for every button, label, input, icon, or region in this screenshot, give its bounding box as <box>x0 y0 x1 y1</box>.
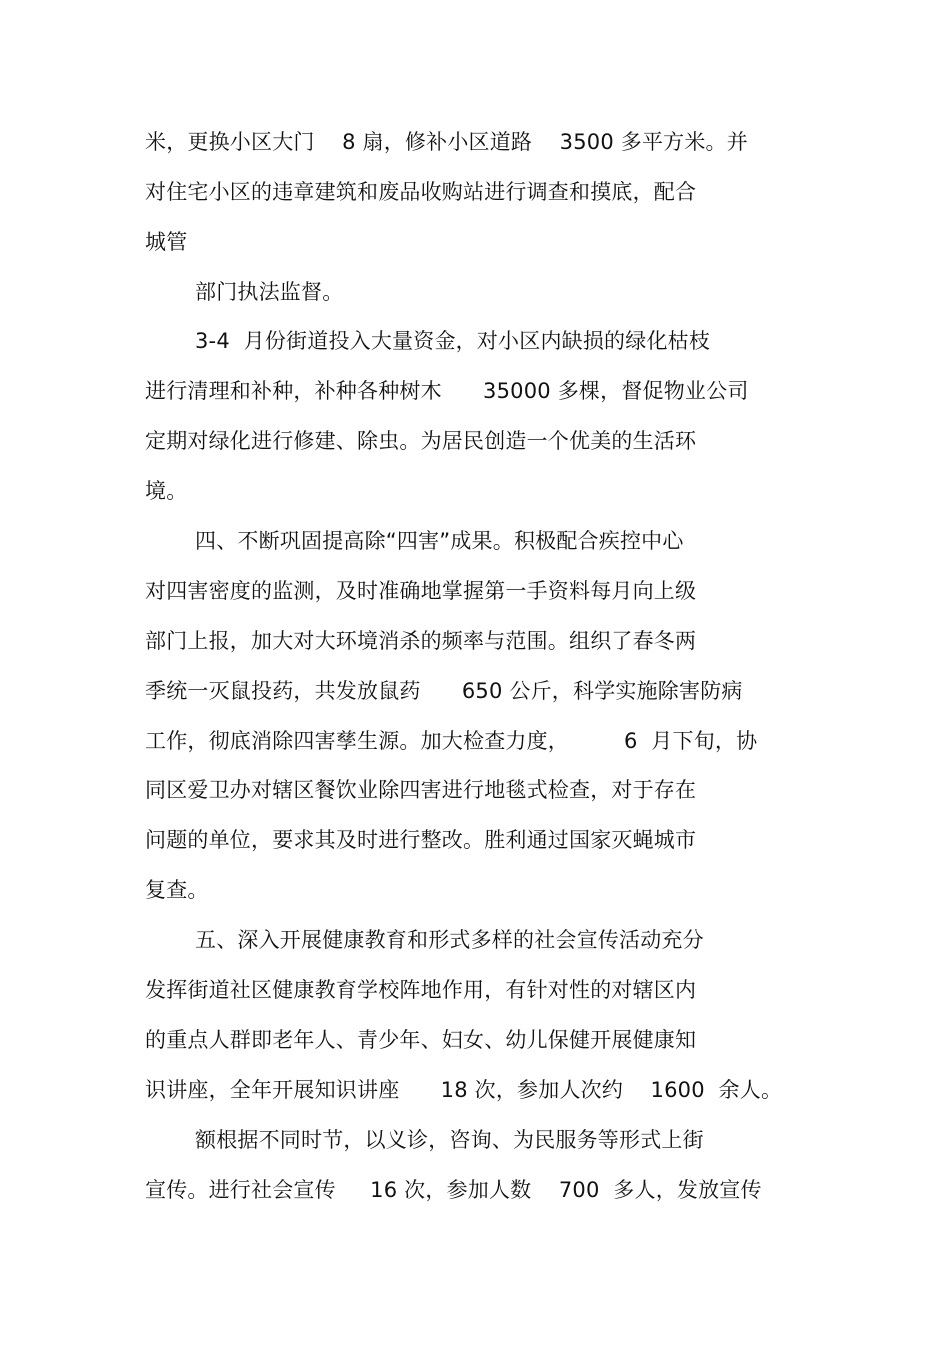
text-line: 季统一灭鼠投药，共发放鼠药 650 公斤，科学实施除害防病 <box>145 679 743 703</box>
text-line: 同区爱卫办对辖区餐饮业除四害进行地毯式检查，对于存在 <box>145 778 697 802</box>
text-line: 问题的单位，要求其及时进行整改。胜利通过国家灭蝇城市 <box>145 828 697 852</box>
text-line: 五、深入开展健康教育和形式多样的社会宣传活动充分 <box>195 928 704 952</box>
text-line: 米，更换小区大门 8 扇，修补小区道路 3500 多平方米。并 <box>145 130 748 154</box>
text-line: 宣传。进行社会宣传 16 次，参加人数 700 多人，发放宣传 <box>145 1178 762 1202</box>
text-line: 定期对绿化进行修建、除虫。为居民创造一个优美的生活环 <box>145 429 697 453</box>
text-line: 的重点人群即老年人、青少年、妇女、幼儿保健开展健康知 <box>145 1028 697 1052</box>
text-line: 工作，彻底消除四害孳生源。加大检查力度， 6 月下旬，协 <box>145 729 758 753</box>
text-line: 发挥街道社区健康教育学校阵地作用，有针对性的对辖区内 <box>145 978 697 1002</box>
text-line: 境。 <box>145 479 188 503</box>
text-line: 额根据不同时节，以义诊，咨询、为民服务等形式上街 <box>195 1128 704 1152</box>
text-line: 复查。 <box>145 878 209 902</box>
text-line: 对四害密度的监测，及时准确地掌握第一手资料每月向上级 <box>145 579 697 603</box>
text-line: 进行清理和补种，补种各种树木 35000 多棵，督促物业公司 <box>145 379 749 403</box>
text-line: 3-4 月份街道投入大量资金，对小区内缺损的绿化枯枝 <box>195 329 711 353</box>
text-line: 部门上报，加大对大环境消杀的频率与范围。组织了春冬两 <box>145 629 697 653</box>
text-line: 对住宅小区的违章建筑和废品收购站进行调查和摸底，配合 <box>145 180 697 204</box>
text-line: 识讲座，全年开展知识讲座 18 次，参加人次约 1600 余人。 <box>145 1078 783 1102</box>
text-line: 四、不断巩固提高除“四害”成果。积极配合疾控中心 <box>195 529 684 553</box>
text-line: 城管 <box>145 230 188 254</box>
text-line: 部门执法监督。 <box>195 280 344 304</box>
